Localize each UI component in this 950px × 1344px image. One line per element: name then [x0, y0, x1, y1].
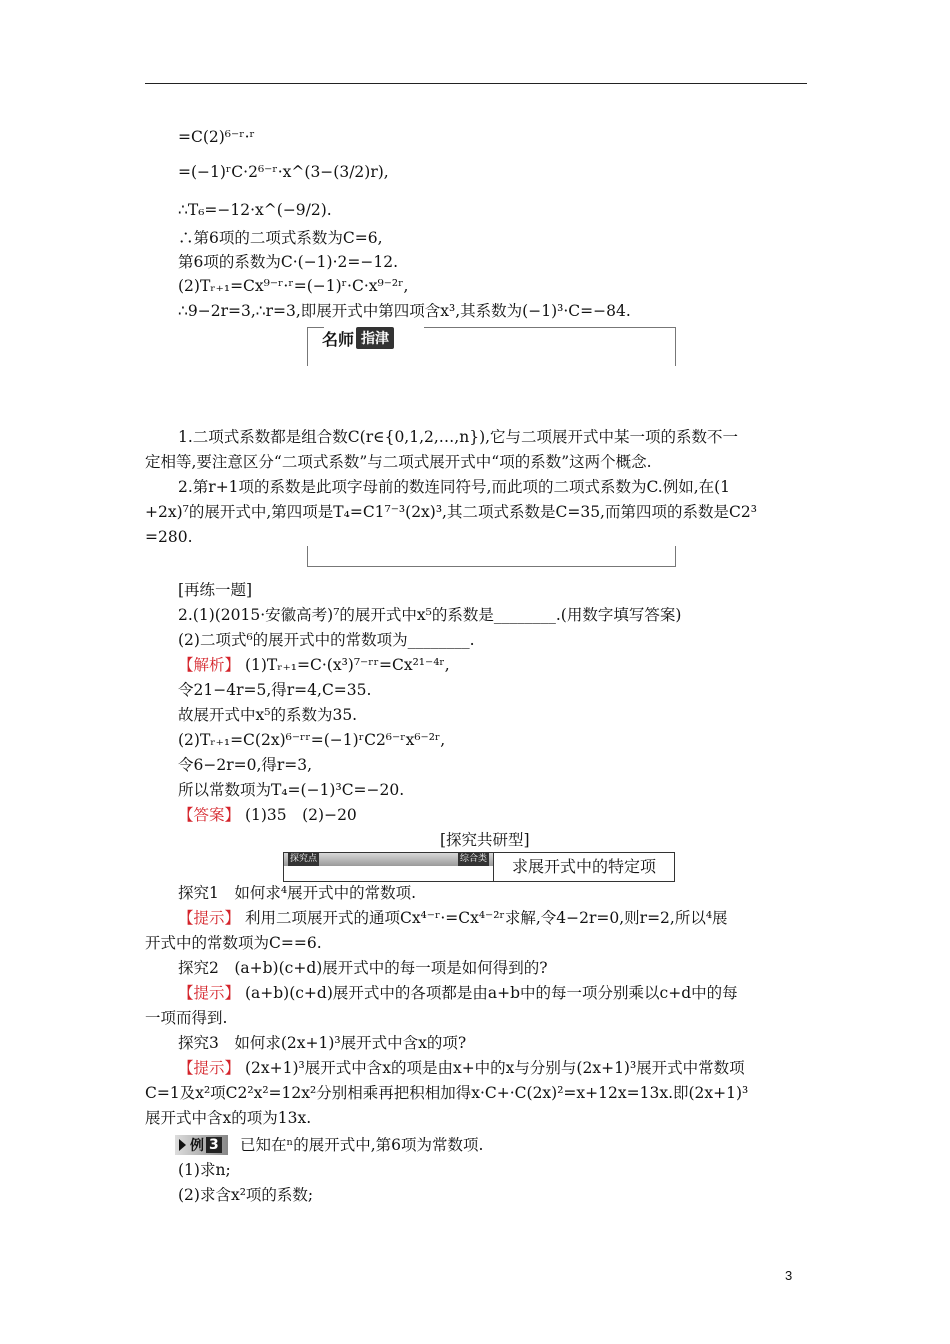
note-line: 1.二项式系数都是组合数C(r∈{0,1,2,…,n}),它与二项展开式中某一项的系数不一 — [178, 428, 739, 446]
section-heading: [探究共研型] — [440, 831, 530, 849]
text-line: =C(2)⁶⁻ʳ·ʳ — [178, 128, 255, 146]
text-span: (2x+1)³展开式中含x的项是由x+中的x与分别与(2x+1)³展开式中常数项 — [244, 1059, 745, 1077]
text-line: C=1及x²项C2²x²=12x²分别相乘再把积相加得x·C+·C(2x)²=x+12x=13x.即(2x+1)³ — [145, 1084, 749, 1102]
text-line: 探究2 (a+b)(c+d)展开式中的每一项是如何得到的? — [178, 959, 548, 977]
text-line — [178, 654, 450, 676]
hint-tag: 【提示】 — [178, 984, 241, 1002]
topic-bar-right: 综合类 — [459, 854, 487, 864]
text-line: =(−1)ʳC·2⁶⁻ʳ·x^(3−(3/2)r), — [178, 163, 389, 181]
text-line: [再练一题] — [178, 581, 253, 599]
triangle-icon — [179, 1139, 186, 1151]
hint-tag: 【提示】 — [178, 909, 241, 927]
text-line: 所以常数项为T₄=(−1)³C=−20. — [178, 781, 405, 799]
text-line: 一项而得到. — [145, 1009, 228, 1027]
badge-text: 指津 — [356, 327, 394, 349]
text-line: 已知在ⁿ的展开式中,第6项为常数项. — [240, 1136, 484, 1154]
text-line: (2)Tᵣ₊₁=C(2x)⁶⁻ʳʳ=(−1)ʳC2⁶⁻ʳx⁶⁻²ʳ, — [178, 731, 446, 749]
text-span: 利用二项展开式的通项Cx⁴⁻ʳ·=Cx⁴⁻²ʳ求解,令4−2r=0,则r=2,所以⁴展 — [244, 909, 728, 927]
text-span: (1)35 (2)−20 — [244, 806, 357, 824]
text-line: 令6−2r=0,得r=3, — [178, 756, 313, 774]
teacher-tip-badge — [322, 326, 394, 350]
example-label: 例 — [190, 1138, 204, 1154]
tip-box-bottom — [307, 546, 676, 567]
analysis-tag: 【解析】 — [178, 656, 241, 674]
topic-bar — [283, 852, 675, 882]
text-line — [178, 907, 728, 929]
note-line: +2x)⁷的展开式中,第四项是T₄=C1⁷⁻³(2x)³,其二项式系数是C=35,而第四项的系数是C2³ — [145, 503, 757, 521]
text-line: 2.(1)(2015·安徽高考)⁷的展开式中x⁵的系数是________.(用数字填写答案) — [178, 606, 682, 624]
text-line: (2)求含x²项的系数; — [178, 1186, 314, 1204]
answer-tag: 【答案】 — [178, 806, 241, 824]
header-rule — [145, 83, 807, 84]
badge-text: 名师 — [322, 329, 355, 349]
note-line: 2.第r+1项的系数是此项字母前的数连同符号,而此项的二项式系数为C.例如,在(1 — [178, 478, 731, 496]
text-line: 展开式中含x的项为13x. — [145, 1109, 312, 1127]
note-line: 定相等,要注意区分“二项式系数”与二项式展开式中“项的系数”这两个概念. — [145, 453, 652, 471]
text-line: (2)二项式⁶的展开式中的常数项为________. — [178, 631, 475, 649]
text-line: 令21−4r=5,得r=4,C=35. — [178, 681, 372, 699]
text-line: 故展开式中x⁵的系数为35. — [178, 706, 358, 724]
text-line: (1)求n; — [178, 1161, 231, 1179]
text-span: (a+b)(c+d)展开式中的各项都是由a+b中的每一项分别乘以c+d中的每 — [244, 984, 738, 1002]
text-line: ∴9−2r=3,∴r=3,即展开式中第四项含x³,其系数为(−1)³·C=−84. — [178, 302, 631, 320]
text-line: (2)Tᵣ₊₁=Cx⁹⁻ʳ·ʳ=(−1)ʳ·C·x⁹⁻²ʳ, — [178, 277, 409, 295]
note-line: =280. — [145, 528, 193, 546]
topic-bar-band — [284, 853, 493, 866]
text-line: ∴第6项的二项式系数为C=6, — [178, 229, 383, 247]
page-number: 3 — [785, 1268, 793, 1283]
text-line: ∴T₆=−12·x^(−9/2). — [178, 201, 332, 219]
text-line — [178, 804, 357, 826]
text-line: 探究3 如何求(2x+1)³展开式中含x的项? — [178, 1034, 467, 1052]
example-number: 3 — [206, 1137, 222, 1153]
hint-tag: 【提示】 — [178, 1059, 241, 1077]
text-line — [178, 1057, 745, 1079]
topic-bar-left: 探究点 — [290, 854, 318, 864]
text-line: 开式中的常数项为C==6. — [145, 934, 322, 952]
text-line — [178, 982, 738, 1004]
topic-title: 求展开式中的特定项 — [493, 853, 674, 881]
example-badge — [175, 1135, 228, 1155]
text-line: 探究1 如何求⁴展开式中的常数项. — [178, 884, 417, 902]
text-span: (1)Tᵣ₊₁=C·(x³)⁷⁻ʳʳ=Cx²¹⁻⁴ʳ, — [244, 656, 450, 674]
text-line: 第6项的系数为C·(−1)·2=−12. — [178, 253, 399, 271]
